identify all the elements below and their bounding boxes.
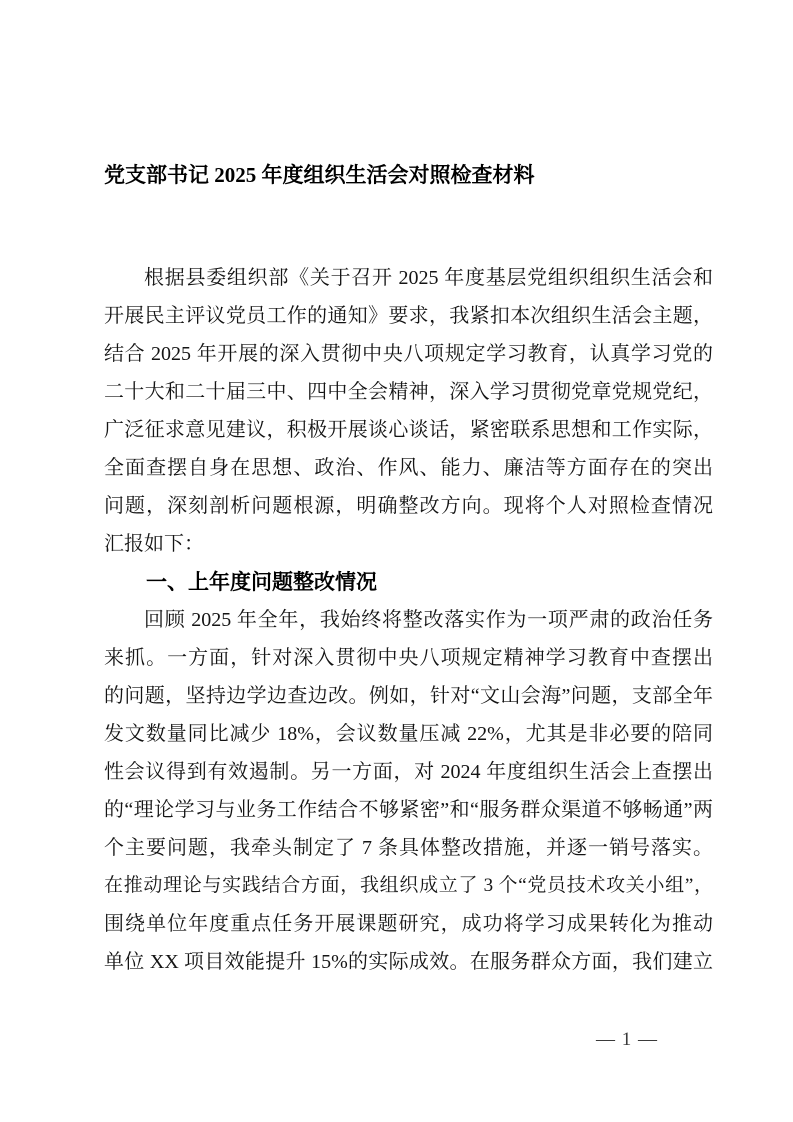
- text-line: 发文数量同比减少 18%，会议数量压减 22%，尤其是非必要的陪同: [104, 723, 713, 745]
- document-title: 党支部书记 2025 年度组织生活会对照检查材料: [104, 163, 535, 187]
- text-line: 结合 2025 年开展的深入贯彻中央八项规定学习教育，认真学习党的: [104, 343, 713, 365]
- text-line: 回顾 2025 年全年，我始终将整改落实作为一项严肃的政治任务: [144, 609, 713, 631]
- text-line: 在推动理论与实践结合方面，我组织成立了 3 个“党员技术攻关小组”，: [104, 875, 713, 896]
- text-line: 个主要问题，我牵头制定了 7 条具体整改措施，并逐一销号落实。: [104, 837, 713, 859]
- text-line: 的问题，坚持边学边查边改。例如，针对“文山会海”问题，支部全年: [104, 685, 713, 707]
- text-line: 问题，深刻剖析问题根源，明确整改方向。现将个人对照检查情况: [104, 495, 713, 517]
- text-line: 开展民主评议党员工作的通知》要求，我紧扣本次组织生活会主题，: [104, 305, 713, 327]
- text-line: 来抓。一方面，针对深入贯彻中央八项规定精神学习教育中查摆出: [104, 647, 713, 669]
- text-line: 围绕单位年度重点任务开展课题研究，成功将学习成果转化为推动: [104, 913, 713, 935]
- text-line: 根据县委组织部《关于召开 2025 年度基层党组织组织生活会和: [144, 267, 713, 289]
- section-heading: 一、上年度问题整改情况: [146, 570, 377, 594]
- text-line: 单位 XX 项目效能提升 15%的实际成效。在服务群众方面，我们建立: [104, 951, 713, 973]
- text-line: 的“理论学习与业务工作结合不够紧密”和“服务群众渠道不够畅通”两: [104, 799, 713, 821]
- text-line: 二十大和二十届三中、四中全会精神，深入学习贯彻党章党规党纪，: [104, 381, 713, 403]
- text-line: 汇报如下：: [104, 533, 204, 555]
- text-line: 全面查摆自身在思想、政治、作风、能力、廉洁等方面存在的突出: [104, 457, 713, 479]
- text-line: 性会议得到有效遏制。另一方面，对 2024 年度组织生活会上查摆出: [104, 761, 713, 783]
- page-number: — 1 —: [596, 1029, 658, 1050]
- document-body: [104, 259, 713, 981]
- text-line: 广泛征求意见建议，积极开展谈心谈话，紧密联系思想和工作实际，: [104, 419, 713, 441]
